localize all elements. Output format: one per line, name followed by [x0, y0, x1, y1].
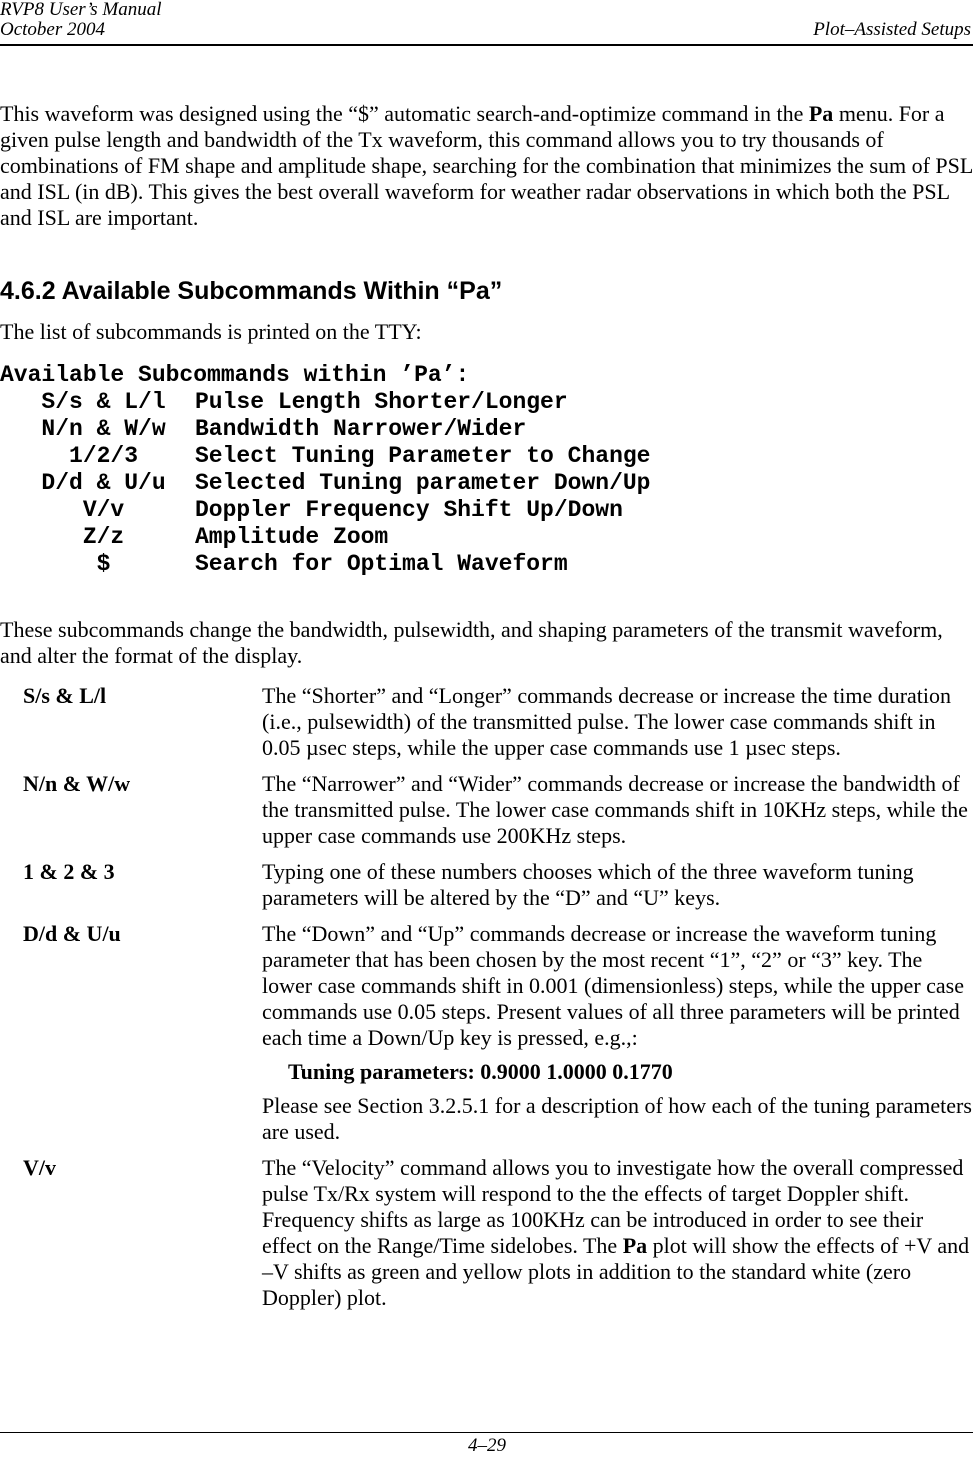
definition-term: 1 & 2 & 3: [23, 859, 115, 884]
tty-intro: The list of subcommands is printed on the TTY:: [0, 319, 422, 344]
definition-list: [0, 683, 973, 1311]
vv-text-a: The “Velocity” command allows you to investigate how the overall compressed pulse Tx/Rx system will respond to the the effects of target Doppler shift. Frequency shifts as large as 100KHz can be introduced in order to see their effect on the Range/Time sidelobes. The: [262, 1155, 964, 1258]
section-heading: 4.6.2 Available Subcommands Within “Pa”: [0, 277, 503, 305]
definition-term: N/n & W/w: [23, 771, 131, 796]
tty-row: $ Search for Optimal Waveform: [0, 551, 568, 577]
vv-bold-pa: Pa: [622, 1233, 648, 1258]
intro-paragraph: [0, 101, 973, 231]
footer-rule: [0, 1432, 973, 1433]
definition-item: [0, 771, 973, 849]
definition-item: [0, 683, 973, 761]
definition-item: [0, 859, 973, 911]
subcommand-intro: These subcommands change the bandwidth, pulsewidth, and shaping parameters of the transmit waveform, and alter the format of the display.: [0, 617, 943, 668]
tty-row: S/s & L/l Pulse Length Shorter/Longer: [0, 389, 568, 415]
definition-item: [0, 1155, 973, 1311]
tuning-example: Tuning parameters: 0.9000 1.0000 0.1770: [288, 1059, 673, 1084]
definition-desc: The “Narrower” and “Wider” commands decrease or increase the bandwidth of the transmitted pulse. The lower case commands shift in 10KHz steps, while the upper case commands use 200KHz steps.: [262, 771, 968, 848]
section-title: Plot–Assisted Setups: [813, 19, 971, 40]
definition-term: V/v: [23, 1155, 56, 1180]
intro-bold-pa: Pa: [808, 101, 834, 126]
manual-title: RVP8 User’s Manual: [0, 0, 162, 20]
tty-title: Available Subcommands within ’Pa’:: [0, 362, 470, 388]
definition-term: D/d & U/u: [23, 921, 121, 946]
tty-row: Z/z Amplitude Zoom: [0, 524, 389, 550]
header-rule: [0, 44, 973, 46]
tty-row: D/d & U/u Selected Tuning parameter Down/Up: [0, 470, 651, 496]
definition-desc: [262, 1155, 973, 1311]
definition-desc: The “Shorter” and “Longer” commands decrease or increase the time duration (i.e., pulsewidth) of the transmitted pulse. The lower case commands shift in 0.05 µsec steps, while the upper case commands use 1 µsec steps.: [262, 683, 952, 760]
running-header-left: [0, 0, 162, 40]
vv-text-b: plot will show the effects of +V and –V shifts as green and yellow plots in addition to the standard white (zero Doppler) plot.: [262, 1233, 970, 1310]
definition-desc: Typing one of these numbers chooses which of the three waveform tuning parameters will be altered by the “D” and “U” keys.: [262, 859, 914, 910]
tty-row: N/n & W/w Bandwidth Narrower/Wider: [0, 416, 527, 442]
definition-note: Please see Section 3.2.5.1 for a description of how each of the tuning parameters are used.: [262, 1093, 972, 1144]
definition-item: [0, 921, 973, 1145]
definition-desc: The “Down” and “Up” commands decrease or increase the waveform tuning parameter that has been chosen by the most recent “1”, “2” or “3” key. The lower case commands shift in 0.001 (dimensionless) steps, while the upper case commands use 0.05 steps. Present values of all three parameters will be printed each time a Down/Up key is pressed, e.g.,:: [262, 921, 965, 1050]
tty-row: V/v Doppler Frequency Shift Up/Down: [0, 497, 623, 523]
intro-text-a: This waveform was designed using the “$” automatic search-and-optimize command in the: [0, 101, 809, 126]
definition-term: S/s & L/l: [23, 683, 107, 708]
tty-listing: [0, 362, 650, 578]
manual-date: October 2004: [0, 19, 106, 40]
page-number: 4–29: [468, 1435, 506, 1456]
tty-row: 1/2/3 Select Tuning Parameter to Change: [0, 443, 651, 469]
intro-text-b: menu. For a given pulse length and bandwidth of the Tx waveform, this command allows you to try thousands of combinations of FM shape and amplitude shape, searching for the combination that minimizes the sum of PSL and ISL (in dB). This gives the best overall waveform for weather radar observations in which both the PSL and ISL are important.: [0, 101, 973, 230]
